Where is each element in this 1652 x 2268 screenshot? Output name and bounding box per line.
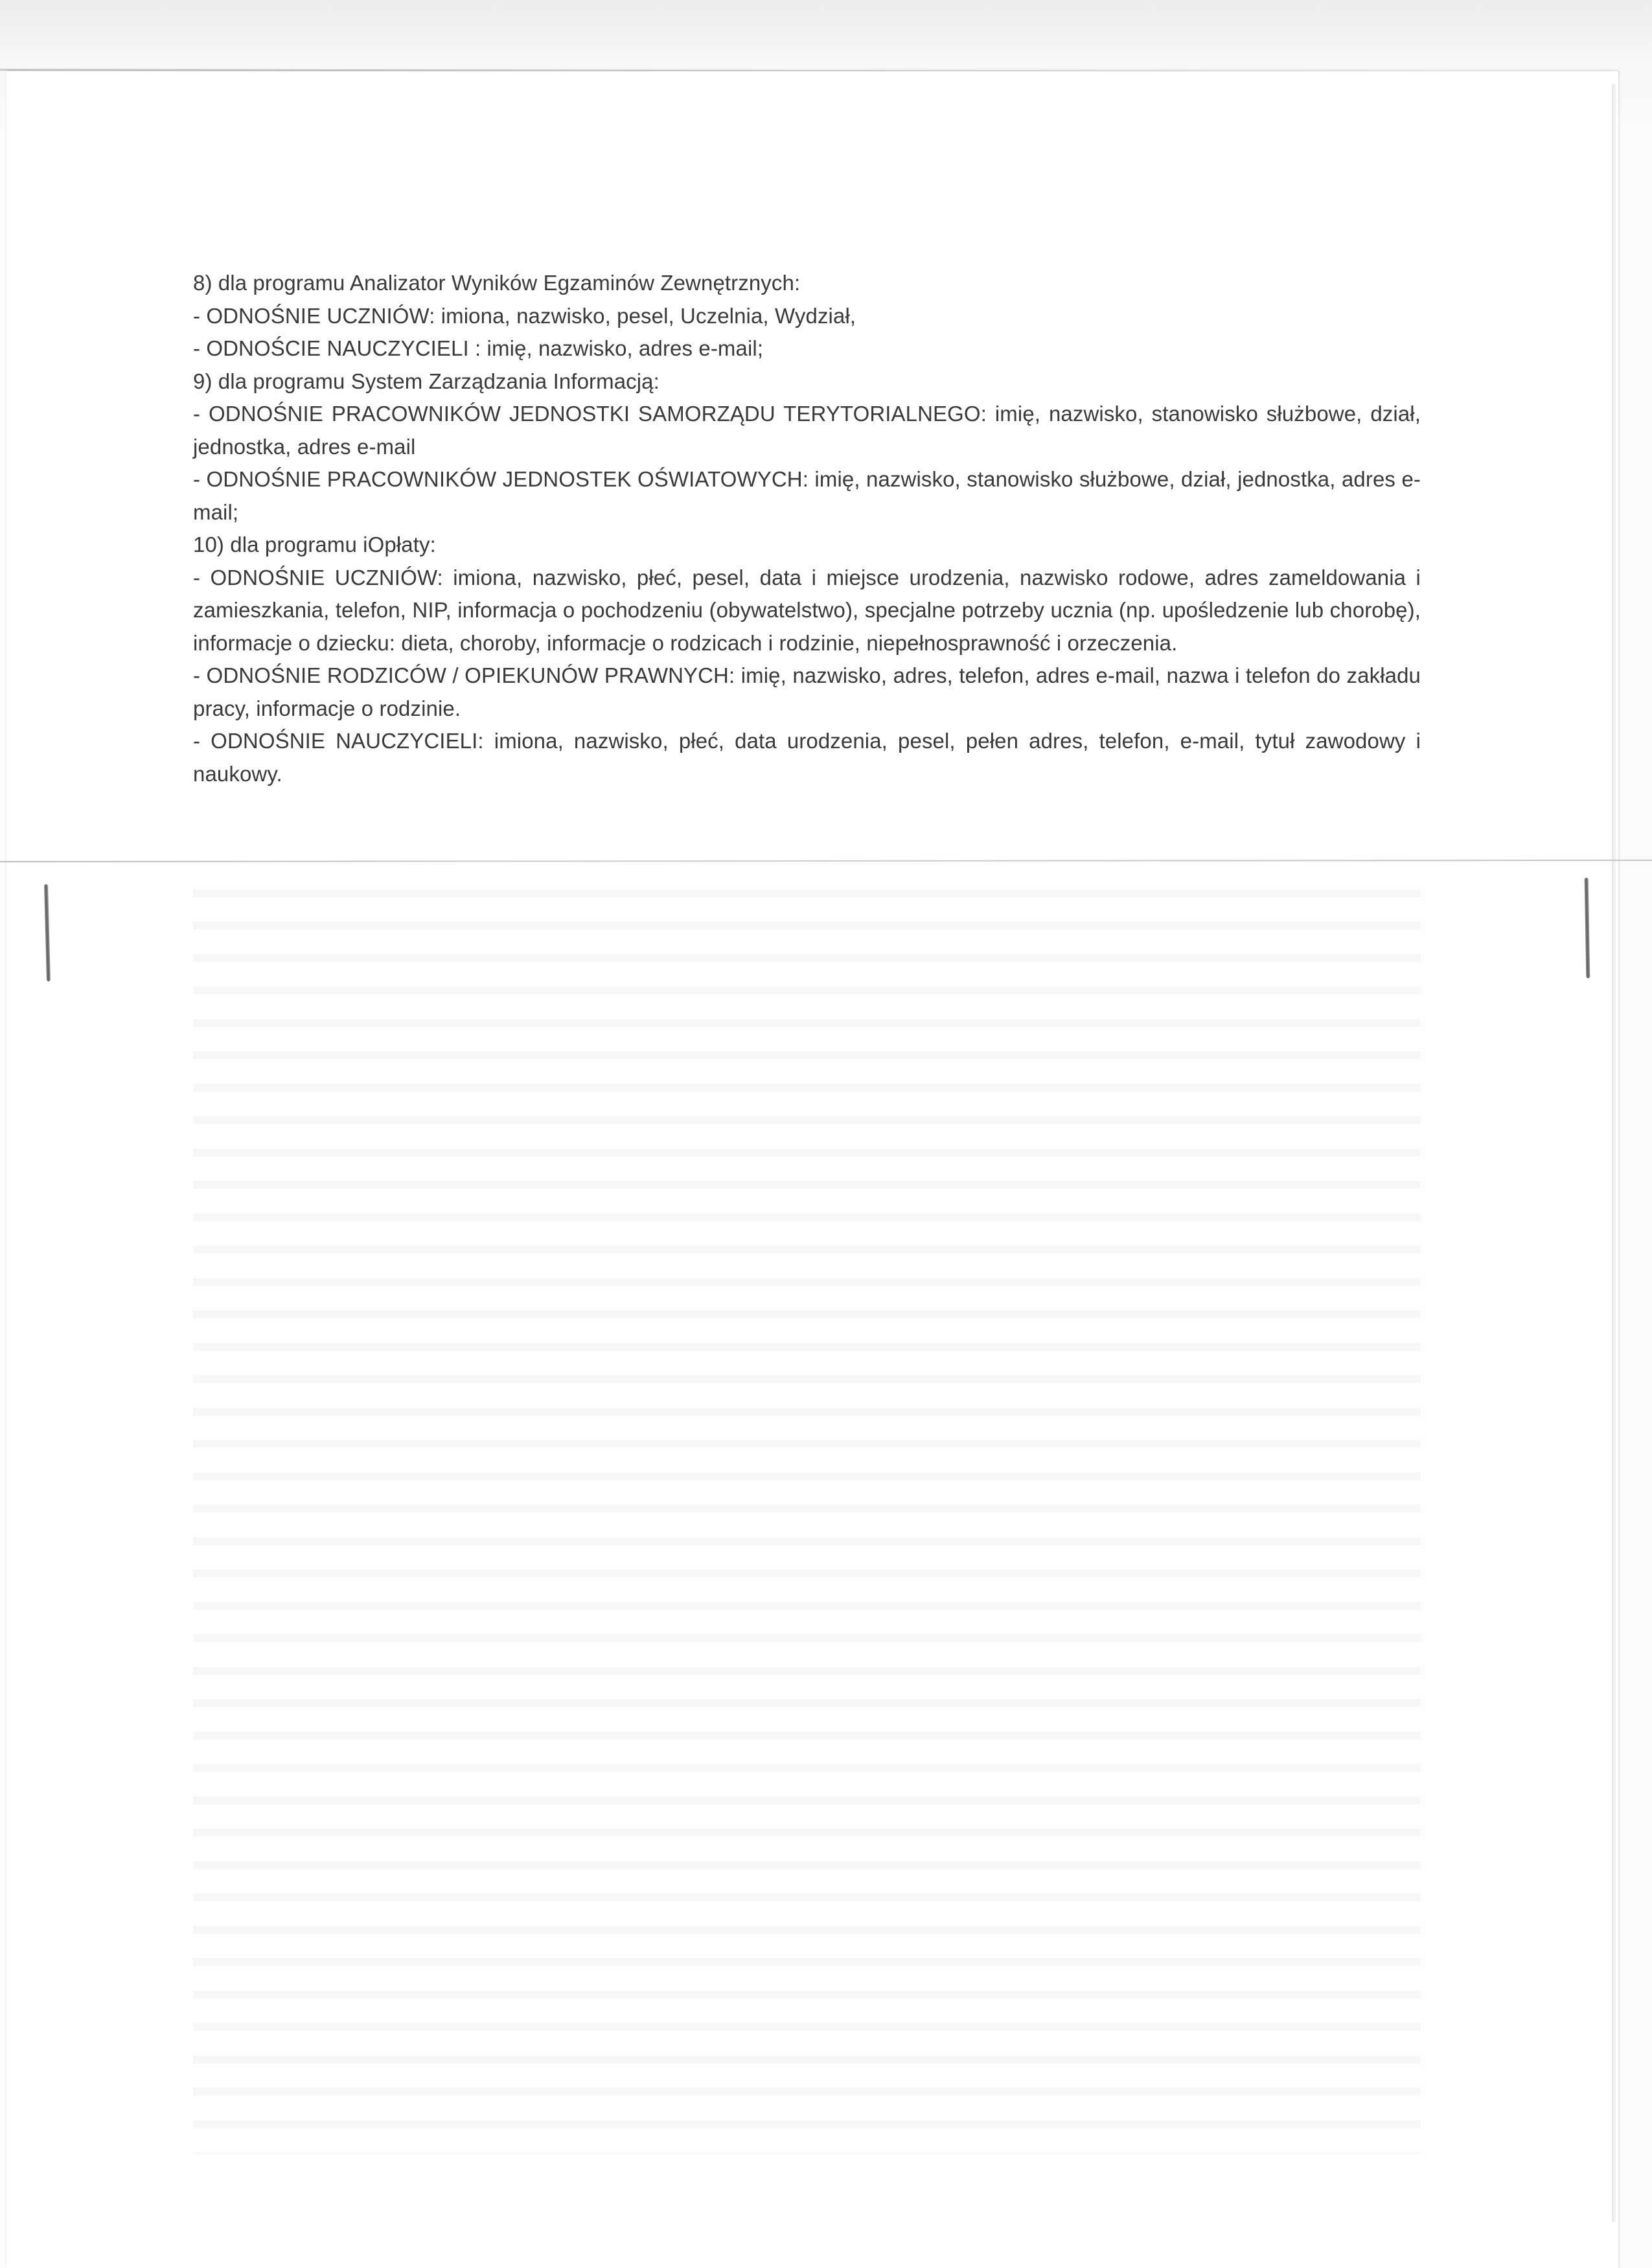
paragraph-9-local-government-staff: - ODNOŚNIE PRACOWNIKÓW JEDNOSTKI SAMORZĄDU TERYTORIALNEGO: imię, nazwisko, stanowisko służbowe, dział, jednostka, adres e-mail <box>193 402 1421 459</box>
paragraph-8-teachers: - ODNOŚCIE NAUCZYCIELI : imię, nazwisko, adres e-mail; <box>193 336 764 360</box>
paragraph-10-students: - ODNOŚNIE UCZNIÓW: imiona, nazwisko, płeć, pesel, data i miejsce urodzenia, nazwisko rodowe, adres zameldowania i zamieszkania, telefon, NIP, informacja o pochodzeniu (obywatelstwo), specjalne potrzeby ucznia (np. upośledzenie lub chorobę), informacje o dziecku: dieta, choroby, informacje o rodzicach i rodzinie, niepełnosprawność i orzeczenia. <box>193 565 1421 655</box>
paper-right-edge <box>1612 84 1616 2222</box>
paragraph-10-parents: - ODNOŚNIE RODZICÓW / OPIEKUNÓW PRAWNYCH: imię, nazwisko, adres, telefon, adres e-mail, nazwa i telefon do zakładu pracy, informacje o rodzinie. <box>193 663 1421 720</box>
paragraph-program-8: 8) dla programu Analizator Wyników Egzaminów Zewnętrznych: <box>193 271 801 295</box>
bleed-through-text <box>193 871 1421 2154</box>
paragraph-10-teachers: - ODNOŚNIE NAUCZYCIELI: imiona, nazwisko, płeć, data urodzenia, pesel, pełen adres, telefon, e-mail, tytuł zawodowy i naukowy. <box>193 729 1421 786</box>
paragraph-program-9: 9) dla programu System Zarządzania Informacją: <box>193 369 660 393</box>
paragraph-program-10: 10) dla programu iOpłaty: <box>193 533 436 556</box>
paragraph-8-students: - ODNOŚNIE UCZNIÓW: imiona, nazwisko, pesel, Uczelnia, Wydział, <box>193 303 856 328</box>
document-body <box>193 267 1421 790</box>
paragraph-9-education-staff: - ODNOŚNIE PRACOWNIKÓW JEDNOSTEK OŚWIATOWYCH: imię, nazwisko, stanowisko służbowe, dział, jednostka, adres e-mail; <box>193 467 1421 524</box>
